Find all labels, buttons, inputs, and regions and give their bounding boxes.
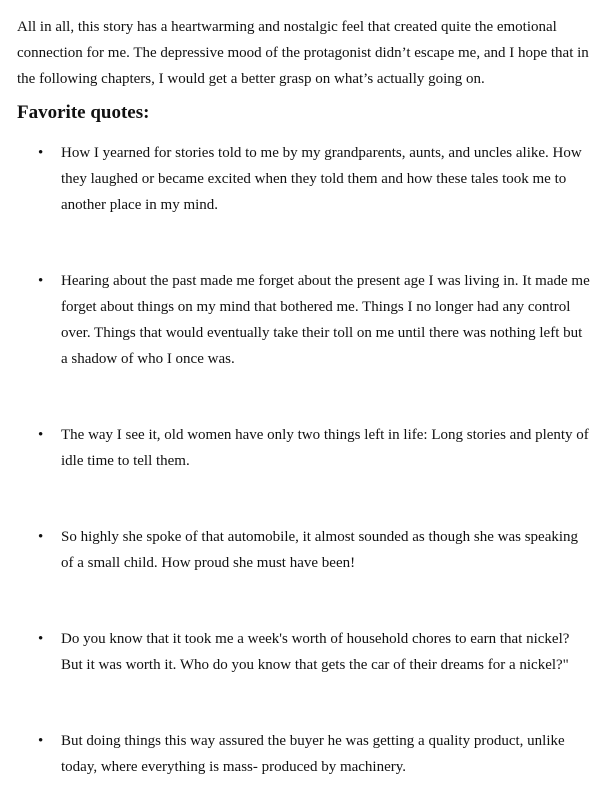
bullet-icon: • <box>38 273 44 289</box>
quote-text: Hearing about the past made me forget about the present age I was living in. It made me forget about things on my mind that bothered me. Things I no longer had any control over. Things that would eventually take their toll on me until there was nothing left but a shadow of who I once was. <box>61 273 590 367</box>
quote-text: The way I see it, old women have only two things left in life: Long stories and plenty of idle time to tell them. <box>61 427 589 469</box>
bullet-icon: • <box>38 733 44 749</box>
quote-item <box>17 728 592 780</box>
quote-text: But doing things this way assured the buyer he was getting a quality product, unlike today, where everything is mass- produced by machinery. <box>61 733 565 775</box>
quote-text: So highly she spoke of that automobile, it almost sounded as though she was speaking of a small child. How proud she must have been! <box>61 529 579 571</box>
bullet-icon: • <box>38 631 44 647</box>
bullet-icon: • <box>38 529 44 545</box>
quote-item <box>17 524 592 576</box>
quote-item <box>17 422 592 474</box>
intro-paragraph: All in all, this story has a heartwarming and nostalgic feel that created quite the emotional connection for me. The depressive mood of the protagonist didn’t escape me, and I hope that in the following chapters, I would get a better grasp on what’s actually going on. <box>17 19 589 87</box>
quote-item <box>17 140 592 218</box>
quote-text: Do you know that it took me a week's worth of household chores to earn that nickel? But it was worth it. Who do you know that gets the car of their dreams for a nickel?" <box>61 631 570 673</box>
bullet-icon: • <box>38 145 44 161</box>
bullet-icon: • <box>38 427 44 443</box>
quote-text: How I yearned for stories told to me by my grandparents, aunts, and uncles alike. How they laughed or became excited when they told them and how these tales took me to another place in my mind. <box>61 145 582 213</box>
quote-list <box>17 140 592 780</box>
quote-item <box>17 626 592 678</box>
quote-item <box>17 268 592 372</box>
favorite-quotes-heading: Favorite quotes: <box>17 102 150 123</box>
